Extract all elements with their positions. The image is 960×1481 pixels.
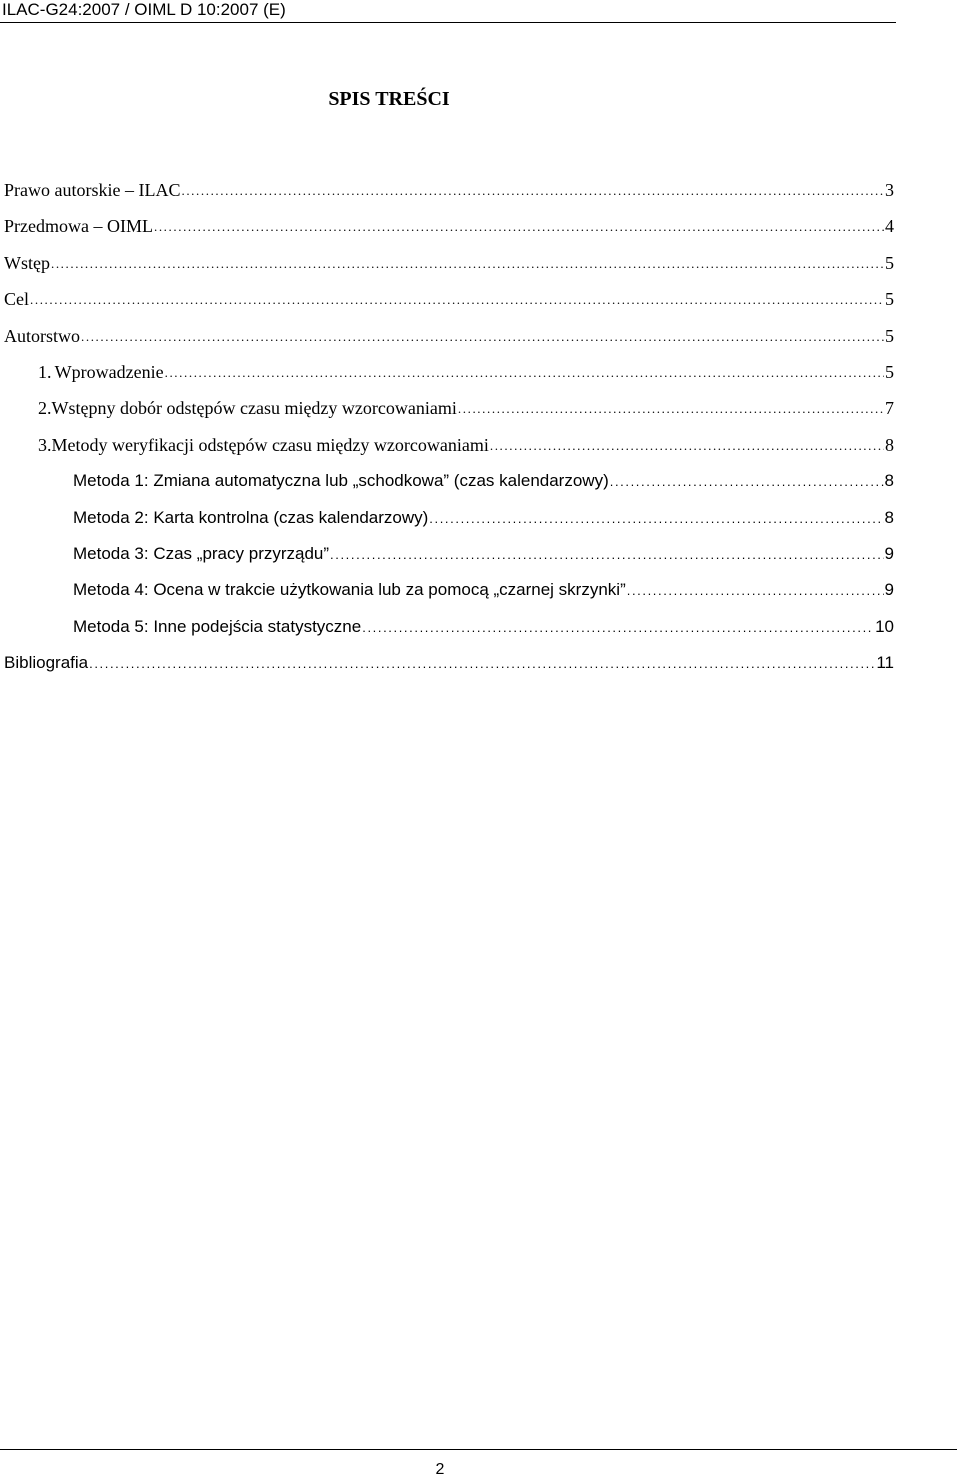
toc-entry-page: 8 bbox=[885, 434, 894, 455]
toc-entry-label: Przedmowa – OIML bbox=[4, 216, 153, 237]
toc-entry-section-2[interactable] bbox=[4, 395, 894, 431]
toc-entry-label: Wprowadzenie bbox=[54, 361, 164, 382]
toc-entry-label: Metoda 1: Zmiana automatyczna lub „schodkowa” (czas kalendarzowy) bbox=[73, 471, 609, 491]
toc-entry-foreword[interactable] bbox=[4, 213, 894, 249]
toc-entry-label: Metoda 2: Karta kontrolna (czas kalendarzowy) bbox=[73, 507, 429, 527]
footer-page-number: 2 bbox=[435, 1461, 445, 1478]
toc-entry-label: Wstępny dobór odstępów czasu między wzorcowaniami bbox=[51, 398, 457, 419]
toc-entry-number: 3. bbox=[38, 434, 52, 455]
toc-leader bbox=[330, 541, 883, 569]
toc-entry-label: Wstęp bbox=[4, 252, 50, 273]
toc-entry-label: Metoda 3: Czas „pracy przyrządu” bbox=[73, 543, 330, 563]
toc-entry-label: Bibliografia bbox=[4, 653, 89, 673]
toc-entry-page: 7 bbox=[885, 398, 894, 419]
toc-entry-page: 5 bbox=[885, 361, 894, 382]
toc-leader bbox=[490, 432, 884, 460]
toc-entry-page: 5 bbox=[885, 289, 894, 310]
toc-leader bbox=[30, 286, 884, 314]
toc-leader bbox=[89, 650, 875, 678]
toc-leader bbox=[610, 468, 884, 496]
toc-entry-label: Metoda 5: Inne podejścia statystyczne bbox=[73, 616, 362, 636]
toc-entry-authorship[interactable] bbox=[4, 323, 894, 359]
toc-leader bbox=[181, 177, 884, 205]
toc-leader bbox=[627, 577, 884, 605]
toc-entry-page: 8 bbox=[884, 507, 894, 527]
toc-entry-method-3[interactable] bbox=[4, 541, 894, 577]
toc-entry-section-3[interactable] bbox=[4, 432, 894, 468]
toc-entry-label: Prawo autorskie – ILAC bbox=[4, 180, 181, 200]
toc-entry-number: 1. bbox=[38, 361, 52, 382]
toc-entry-number: 2. bbox=[38, 398, 52, 419]
toc-entry-page: 4 bbox=[885, 216, 894, 237]
toc-entry-method-2[interactable] bbox=[4, 505, 894, 541]
toc-entry-copyright[interactable] bbox=[4, 177, 894, 213]
toc-entry-page: 8 bbox=[884, 471, 894, 491]
toc-leader bbox=[362, 614, 874, 642]
toc-leader bbox=[154, 213, 884, 241]
table-of-contents bbox=[4, 177, 894, 686]
footer-divider bbox=[0, 1449, 957, 1450]
toc-entry-method-4[interactable] bbox=[4, 577, 894, 613]
toc-entry-page: 3 bbox=[885, 180, 894, 200]
page-header bbox=[0, 0, 896, 23]
toc-leader bbox=[458, 395, 884, 423]
toc-entry-section-1[interactable] bbox=[4, 359, 894, 395]
toc-entry-label: Metody weryfikacji odstępów czasu między wzorcowaniami bbox=[51, 434, 489, 455]
toc-leader bbox=[81, 323, 884, 351]
toc-entry-purpose[interactable] bbox=[4, 286, 894, 322]
header-title: ILAC-G24:2007 / OIML D 10:2007 (E) bbox=[2, 0, 286, 19]
toc-entry-page: 5 bbox=[885, 252, 894, 273]
toc-entry-page: 9 bbox=[884, 580, 894, 600]
toc-entry-method-5[interactable] bbox=[4, 614, 894, 650]
toc-leader bbox=[429, 505, 883, 533]
toc-entry-label: Autorstwo bbox=[4, 325, 80, 346]
toc-entry-method-1[interactable] bbox=[4, 468, 894, 504]
toc-entry-page: 5 bbox=[885, 325, 894, 346]
toc-entry-page: 9 bbox=[884, 543, 894, 563]
toc-entry-label: Cel bbox=[4, 289, 29, 310]
toc-entry-page: 10 bbox=[875, 616, 894, 636]
toc-title: SPIS TREŚCI bbox=[328, 88, 450, 110]
toc-entry-bibliography[interactable] bbox=[4, 650, 894, 686]
toc-entry-introduction[interactable] bbox=[4, 250, 894, 286]
toc-leader bbox=[51, 250, 884, 278]
toc-entry-page: 11 bbox=[876, 653, 894, 673]
toc-leader bbox=[165, 359, 884, 387]
toc-entry-label: Metoda 4: Ocena w trakcie użytkowania lub za pomocą „czarnej skrzynki” bbox=[73, 580, 626, 600]
